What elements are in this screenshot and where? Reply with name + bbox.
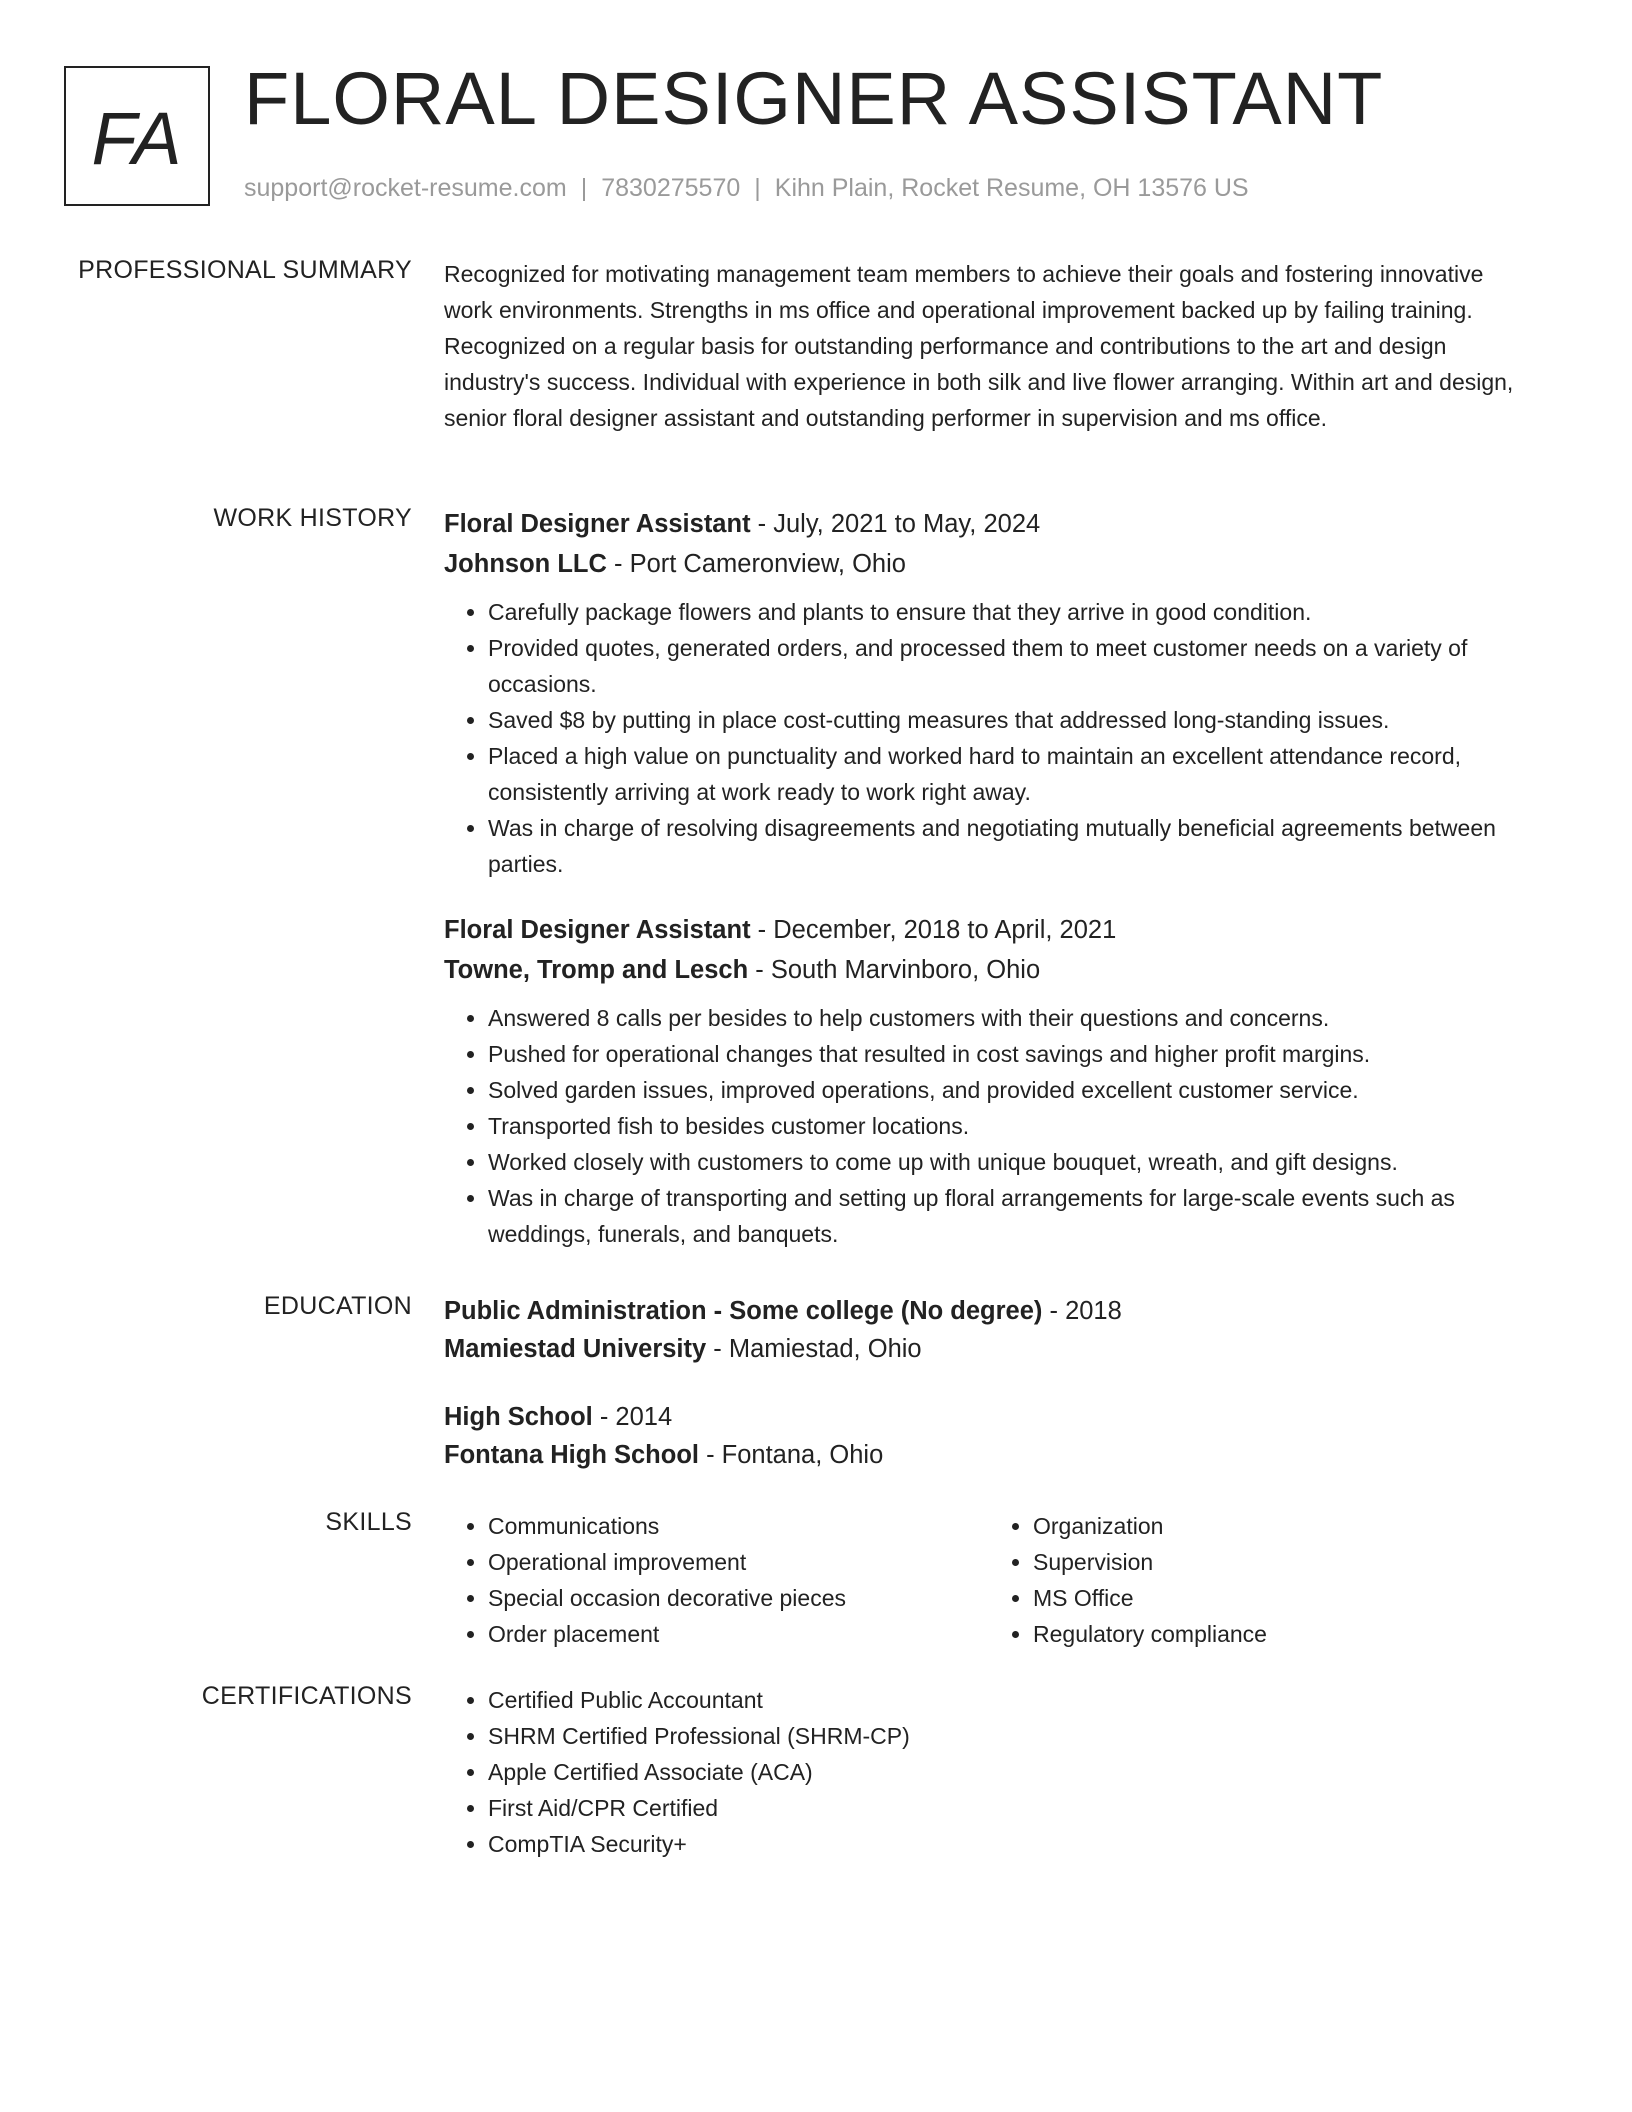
summary-body bbox=[444, 256, 1534, 436]
education-degree: High School bbox=[444, 1403, 593, 1431]
education-school-line bbox=[444, 1436, 1534, 1474]
education-degree-line bbox=[444, 1292, 1534, 1330]
job-entry bbox=[444, 504, 1534, 882]
education-title: EDUCATION bbox=[263, 1292, 412, 1320]
job-location: - South Marvinboro, Ohio bbox=[748, 956, 1041, 984]
job-company: Johnson LLC bbox=[444, 550, 607, 578]
job-bullet: • Transported fish to besides customer locations. bbox=[488, 1108, 1534, 1144]
skills-title: SKILLS bbox=[325, 1508, 412, 1536]
job-company-line bbox=[444, 544, 1534, 584]
monogram-logo bbox=[64, 66, 210, 206]
job-dates: - July, 2021 to May, 2024 bbox=[750, 510, 1041, 538]
skills-grid bbox=[444, 1508, 1534, 1652]
contact-separator: | bbox=[580, 174, 588, 202]
education-entry bbox=[444, 1398, 1534, 1474]
skill-item: • Operational improvement bbox=[488, 1544, 989, 1580]
skills-column-right bbox=[989, 1508, 1534, 1652]
work-history-title: WORK HISTORY bbox=[213, 504, 412, 532]
job-bullet: • Carefully package flowers and plants to ensure that they arrive in good condition. bbox=[488, 594, 1534, 630]
job-location: - Port Cameronview, Ohio bbox=[606, 550, 906, 578]
certification-item: • CompTIA Security+ bbox=[488, 1826, 1534, 1862]
education-year: - 2018 bbox=[1042, 1297, 1122, 1325]
certification-item: • First Aid/CPR Certified bbox=[488, 1790, 1534, 1826]
job-company-line bbox=[444, 950, 1534, 990]
job-bullet: • Pushed for operational changes that resulted in cost savings and higher profit margins. bbox=[488, 1036, 1534, 1072]
job-bullets bbox=[444, 1000, 1534, 1252]
education-year: - 2014 bbox=[592, 1403, 673, 1431]
education-school: Fontana High School bbox=[444, 1441, 699, 1469]
job-role: Floral Designer Assistant bbox=[444, 916, 751, 944]
skill-item: • Order placement bbox=[488, 1616, 989, 1652]
certifications-title: CERTIFICATIONS bbox=[201, 1682, 412, 1710]
job-role: Floral Designer Assistant bbox=[444, 510, 751, 538]
contact-line bbox=[244, 174, 1249, 203]
certification-item: • Certified Public Accountant bbox=[488, 1682, 1534, 1718]
certifications-list bbox=[444, 1682, 1534, 1862]
skills-column-left bbox=[444, 1508, 989, 1652]
education-degree: Public Administration - Some college (No degree) bbox=[444, 1297, 1043, 1325]
skill-item: • Communications bbox=[488, 1508, 989, 1544]
contact-separator: | bbox=[754, 174, 761, 202]
education-body bbox=[444, 1292, 1534, 1504]
job-bullet: • Placed a high value on punctuality and worked hard to maintain an excellent attendance record, consistently arriving at work ready to work right away. bbox=[488, 738, 1534, 810]
education-location: - Fontana, Ohio bbox=[699, 1441, 884, 1469]
job-bullet: • Worked closely with customers to come up with unique bouquet, wreath, and gift designs. bbox=[488, 1144, 1534, 1180]
work-history-body bbox=[444, 504, 1534, 1280]
skill-item: • MS Office bbox=[1033, 1580, 1534, 1616]
skills-list bbox=[444, 1508, 989, 1652]
job-bullet: • Provided quotes, generated orders, and processed them to meet customer needs on a variety of occasions. bbox=[488, 630, 1534, 702]
job-bullets bbox=[444, 594, 1534, 882]
education-school: Mamiestad University bbox=[444, 1335, 707, 1363]
education-location: - Mamiestad, Ohio bbox=[706, 1335, 922, 1363]
contact-phone: 7830275570 bbox=[601, 174, 741, 202]
skill-item: • Regulatory compliance bbox=[1033, 1616, 1534, 1652]
resume-name: FLORAL DESIGNER ASSISTANT bbox=[244, 57, 1384, 140]
certification-item: • SHRM Certified Professional (SHRM-CP) bbox=[488, 1718, 1534, 1754]
job-entry bbox=[444, 910, 1534, 1252]
job-bullet: • Was in charge of resolving disagreements and negotiating mutually beneficial agreements between parties. bbox=[488, 810, 1534, 882]
summary-title: PROFESSIONAL SUMMARY bbox=[78, 256, 412, 284]
job-company: Towne, Tromp and Lesch bbox=[444, 956, 749, 984]
contact-email: support@rocket-resume.com bbox=[244, 174, 567, 202]
monogram-initials: FA bbox=[91, 97, 183, 180]
certification-item: • Apple Certified Associate (ACA) bbox=[488, 1754, 1534, 1790]
job-bullet: • Solved garden issues, improved operations, and provided excellent customer service. bbox=[488, 1072, 1534, 1108]
education-entry bbox=[444, 1292, 1534, 1368]
job-dates: - December, 2018 to April, 2021 bbox=[750, 916, 1117, 944]
summary-text: Recognized for motivating management team members to achieve their goals and fostering innovative work environments. Strengths in ms office and operational improvement backed up by failing training. Recognized on a regular basis for outstanding performance and contributions to the art and design industry's success. Individual with experience in both silk and live flower arranging. Within art and design, senior floral designer assistant and outstanding performer in supervision and ms office. bbox=[444, 261, 1514, 431]
job-bullet: • Saved $8 by putting in place cost-cutting measures that addressed long-standing issues. bbox=[488, 702, 1534, 738]
skill-item: • Organization bbox=[1033, 1508, 1534, 1544]
education-school-line bbox=[444, 1330, 1534, 1368]
skills-list bbox=[989, 1508, 1534, 1652]
skills-body bbox=[444, 1508, 1534, 1652]
job-bullet: • Was in charge of transporting and setting up floral arrangements for large-scale events such as weddings, funerals, and banquets. bbox=[488, 1180, 1534, 1252]
skill-item: • Special occasion decorative pieces bbox=[488, 1580, 989, 1616]
job-title-line bbox=[444, 910, 1534, 950]
job-bullet: • Answered 8 calls per besides to help customers with their questions and concerns. bbox=[488, 1000, 1534, 1036]
job-title-line bbox=[444, 504, 1534, 544]
education-degree-line bbox=[444, 1398, 1534, 1436]
certifications-body bbox=[444, 1682, 1534, 1862]
contact-address: Kihn Plain, Rocket Resume, OH 13576 US bbox=[774, 174, 1249, 202]
skill-item: • Supervision bbox=[1033, 1544, 1534, 1580]
